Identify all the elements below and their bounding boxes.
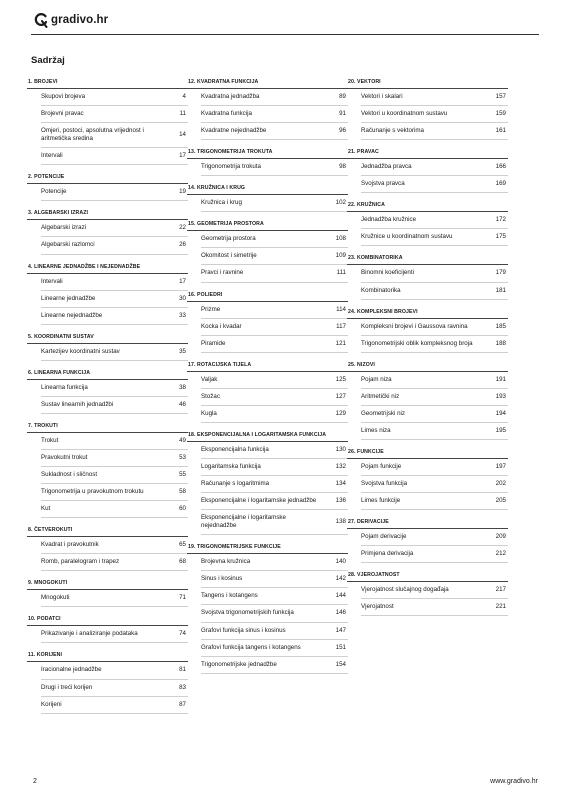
toc-entry[interactable]: [361, 89, 508, 106]
toc-entry[interactable]: [41, 537, 188, 554]
section-title: 24. KOMPLEKSNI BROJEVI: [347, 309, 508, 319]
toc-section: [347, 149, 508, 193]
entry-page-number: 22: [179, 224, 186, 232]
entry-page-number: 4: [182, 93, 186, 100]
toc-entry[interactable]: [361, 159, 508, 176]
entry-page-number: 53: [179, 453, 186, 461]
entry-title: Računanje s vektorima: [361, 127, 424, 135]
entry-title: Tangens i kotangens: [201, 592, 258, 600]
entry-title: Grafovi funkcija tangens i kotangens: [201, 643, 301, 651]
entry-page-number: 96: [339, 127, 346, 135]
entry-page-number: 202: [495, 480, 506, 487]
toc-entry[interactable]: [201, 571, 348, 588]
toc-section: [187, 432, 348, 535]
entry-title: Potencije: [41, 188, 67, 196]
entry-page-number: 114: [336, 305, 346, 313]
entry-page-number: 197: [495, 462, 506, 470]
entry-page-number: 83: [179, 683, 186, 691]
entry-title: Geometrija prostora: [201, 235, 256, 243]
entry-page-number: 19: [179, 188, 186, 196]
section-title: 18. EKSPONENCIJALNA I LOGARITAMSKA FUNKCIJA: [187, 432, 348, 442]
entry-title: Iracionalne jednadžbe: [41, 666, 102, 674]
entry-page-number: 217: [495, 586, 506, 594]
entry-title: Kut: [41, 505, 51, 513]
toc-section: [27, 580, 188, 607]
entry-title: Kompleksni brojevi i Gaussova ravnina: [361, 322, 468, 330]
toc-entry[interactable]: [41, 626, 188, 643]
entry-page-number: 35: [179, 347, 186, 355]
section-title: 6. LINEARNA FUNKCIJA: [27, 370, 188, 380]
entry-page-number: 46: [179, 400, 186, 408]
entry-page-number: 209: [495, 533, 506, 541]
page-title: Sadržaj: [31, 55, 65, 66]
entry-title: Jednadžba kružnice: [361, 216, 417, 224]
entry-title: Kružnica i krug: [201, 199, 242, 207]
site-logo[interactable]: [34, 12, 108, 28]
entry-title: Korijeni: [41, 700, 62, 708]
page-number: 2: [33, 778, 37, 785]
section-title: 9. MNOGOKUTI: [27, 580, 188, 590]
toc-entry[interactable]: [41, 106, 188, 123]
section-title: 11. KORIJENI: [27, 652, 188, 662]
entry-page-number: 154: [335, 660, 346, 668]
entry-title: Svojstva pravca: [361, 180, 405, 188]
entry-title: Piramide: [201, 339, 226, 347]
entry-page-number: 111: [336, 269, 346, 277]
page-header: [31, 10, 539, 35]
entry-page-number: 58: [179, 488, 186, 496]
toc-section: [27, 527, 188, 571]
toc-entry[interactable]: [201, 195, 348, 212]
toc-entry[interactable]: [41, 89, 188, 106]
entry-page-number: 129: [335, 409, 346, 417]
entry-title: Skupovi brojeva: [41, 93, 86, 100]
entry-page-number: 161: [495, 127, 506, 135]
toc-entry[interactable]: [201, 231, 348, 248]
toc-entry[interactable]: [201, 319, 348, 336]
entry-title: Vjerojatnost: [361, 603, 394, 611]
toc-entry[interactable]: [361, 229, 508, 246]
entry-title: Kartezijev koordinatni sustav: [41, 347, 120, 355]
entry-title: Kvadrat i pravokutnik: [41, 541, 99, 549]
toc-column-3: [347, 79, 508, 625]
entry-page-number: 138: [335, 518, 346, 526]
entry-page-number: 159: [495, 110, 506, 118]
entry-page-number: 179: [495, 269, 506, 277]
entry-title: Vektori u koordinatnom sustavu: [361, 110, 448, 118]
toc-entry[interactable]: [201, 265, 348, 282]
toc-section: [27, 79, 188, 165]
toc-entry[interactable]: [41, 237, 188, 254]
toc-section: [27, 616, 188, 643]
entry-page-number: 142: [335, 575, 346, 583]
entry-title: Sukladnost i sličnost: [41, 471, 98, 478]
entry-title: Logaritamska funkcija: [201, 462, 261, 470]
toc-entry[interactable]: [361, 265, 508, 282]
entry-title: Vektori i skalari: [361, 93, 403, 100]
entry-page-number: 30: [179, 294, 186, 302]
toc-section: [347, 202, 508, 246]
entry-page-number: 38: [179, 383, 186, 391]
entry-page-number: 121: [335, 339, 346, 347]
entry-title: Mnogokuti: [41, 594, 70, 602]
toc-entry[interactable]: [361, 372, 508, 389]
toc-entry[interactable]: [201, 89, 348, 106]
section-title: 12. KVADRATNA FUNKCIJA: [187, 79, 348, 89]
entry-title: Romb, paralelogram i trapez: [41, 558, 120, 566]
toc-entry[interactable]: [201, 336, 348, 353]
entry-title: Eksponencijalne i logaritamske jednadžbe: [201, 497, 317, 505]
entry-title: Stožac: [201, 392, 220, 400]
entry-title: Primjena derivacija: [361, 550, 414, 558]
entry-page-number: 172: [495, 216, 506, 224]
toc-entry[interactable]: [41, 697, 188, 714]
toc-entry[interactable]: [201, 248, 348, 265]
entry-title: Linearna funkcija: [41, 383, 88, 391]
toc-entry[interactable]: [201, 302, 348, 319]
toc-entry[interactable]: [201, 605, 348, 622]
toc-entry[interactable]: [201, 588, 348, 605]
entry-title: Svojstva funkcija: [361, 480, 408, 487]
entry-title: Jednadžba pravca: [361, 163, 412, 171]
section-title: 14. KRUŽNICA I KRUG: [187, 185, 348, 195]
toc-section: [187, 362, 348, 423]
section-title: 5. KOORDINATNI SUSTAV: [27, 334, 188, 344]
section-title: 15. GEOMETRIJA PROSTORA: [187, 221, 348, 231]
entry-title: Trigonometrijske jednadžbe: [201, 660, 277, 668]
section-title: 23. KOMBINATORIKA: [347, 255, 508, 265]
toc-entry[interactable]: [361, 123, 508, 140]
toc-entry[interactable]: [41, 554, 188, 571]
entry-title: Svojstva trigonometrijskih funkcija: [201, 609, 294, 617]
entry-title: Algebarski izrazi: [41, 224, 87, 232]
entry-title: Trigonometrija u pravokutnom trokutu: [41, 488, 144, 496]
entry-title: Trigonometrija trokuta: [201, 163, 261, 171]
toc-entry[interactable]: [361, 283, 508, 300]
toc-entry[interactable]: [41, 501, 188, 518]
entry-title: Sustav linearnih jednadžbi: [41, 400, 114, 408]
entry-page-number: 134: [335, 480, 346, 487]
entry-page-number: 33: [179, 311, 186, 319]
entry-page-number: 166: [495, 163, 506, 171]
toc-entry[interactable]: [361, 406, 508, 423]
entry-page-number: 194: [495, 409, 506, 417]
section-title: 21. PRAVAC: [347, 149, 508, 159]
entry-title: Prizme: [201, 305, 221, 313]
toc-entry[interactable]: [201, 554, 348, 571]
toc-section: [187, 544, 348, 673]
entry-page-number: 147: [335, 626, 346, 634]
toc-entry[interactable]: [41, 344, 188, 361]
toc-entry[interactable]: [41, 680, 188, 697]
footer-url[interactable]: www.gradivo.hr: [490, 778, 538, 785]
toc-entry[interactable]: [361, 319, 508, 336]
toc-entry[interactable]: [361, 546, 508, 563]
entry-title: Kružnice u koordinatnom sustavu: [361, 233, 453, 241]
entry-page-number: 185: [495, 322, 506, 330]
section-title: 20. VEKTORI: [347, 79, 508, 89]
entry-page-number: 136: [335, 497, 346, 505]
entry-title: Kugla: [201, 409, 217, 417]
toc-entry[interactable]: [361, 336, 508, 353]
toc-entry[interactable]: [361, 529, 508, 546]
section-title: 4. LINEARNE JEDNADŽBE I NEJEDNADŽBE: [27, 264, 188, 274]
toc-entry[interactable]: [201, 657, 348, 674]
toc-section: [347, 519, 508, 563]
entry-page-number: 49: [179, 436, 186, 444]
entry-title: Trigonometrijski oblik kompleksnog broja: [361, 339, 473, 347]
toc-entry[interactable]: [201, 510, 348, 535]
toc-entry[interactable]: [361, 599, 508, 616]
entry-page-number: 87: [179, 700, 186, 708]
entry-title: Grafovi funkcija sinus i kosinus: [201, 626, 286, 634]
entry-page-number: 71: [179, 594, 186, 602]
toc-column-2: [187, 79, 348, 683]
entry-title: Pojam derivacije: [361, 533, 407, 541]
toc-entry[interactable]: [361, 106, 508, 123]
entry-title: Linearne jednadžbe: [41, 294, 96, 302]
entry-page-number: 17: [179, 277, 186, 285]
toc-entry[interactable]: [201, 389, 348, 406]
entry-title: Valjak: [201, 375, 218, 383]
toc-entry[interactable]: [41, 308, 188, 325]
section-title: 3. ALGEBARSKI IZRAZI: [27, 210, 188, 220]
entry-page-number: 146: [335, 609, 346, 617]
toc-section: [27, 423, 188, 518]
toc-entry[interactable]: [201, 442, 348, 459]
entry-page-number: 102: [335, 199, 346, 207]
logo-icon: [34, 12, 48, 28]
entry-page-number: 89: [339, 93, 346, 100]
toc-entry[interactable]: [201, 623, 348, 640]
entry-title: Kocka i kvadar: [201, 322, 242, 330]
entry-title: Sinus i kosinus: [201, 575, 243, 583]
entry-title: Kvadratna jednadžba: [201, 93, 260, 100]
entry-page-number: 17: [179, 152, 186, 160]
toc-section: [347, 362, 508, 440]
section-title: 1. BROJEVI: [27, 79, 188, 89]
entry-title: Geometrijski niz: [361, 409, 406, 417]
toc-section: [187, 149, 348, 176]
entry-title: Linearne nejednadžbe: [41, 311, 103, 319]
toc-entry[interactable]: [361, 389, 508, 406]
entry-title: Aritmetički niz: [361, 392, 400, 400]
entry-title: Računanje s logaritmima: [201, 480, 270, 487]
entry-page-number: 108: [335, 235, 346, 243]
section-title: 26. FUNKCIJE: [347, 449, 508, 459]
entry-title: Vjerojatnost slučajnog događaja: [361, 586, 449, 594]
section-title: 7. TROKUTI: [27, 423, 188, 433]
toc-section: [27, 264, 188, 325]
toc-section: [27, 210, 188, 254]
entry-page-number: 14: [179, 131, 186, 139]
entry-title: Trokut: [41, 436, 59, 444]
entry-page-number: 151: [335, 643, 346, 651]
toc-entry[interactable]: [361, 459, 508, 476]
entry-page-number: 221: [495, 603, 506, 611]
toc-entry[interactable]: [41, 433, 188, 450]
toc-section: [187, 292, 348, 353]
entry-title: Binomni koeficijenti: [361, 269, 414, 277]
toc-entry[interactable]: [201, 476, 348, 493]
section-title: 2. POTENCIJE: [27, 174, 188, 184]
section-title: 8. ČETVEROKUTI: [27, 527, 188, 537]
toc-entry[interactable]: [41, 450, 188, 467]
toc-entry[interactable]: [201, 159, 348, 176]
toc-entry[interactable]: [41, 397, 188, 414]
entry-page-number: 157: [495, 93, 506, 100]
entry-page-number: 125: [335, 375, 346, 383]
entry-title: Intervali: [41, 277, 63, 285]
section-title: 13. TRIGONOMETRIJA TROKUTA: [187, 149, 348, 159]
entry-page-number: 193: [495, 392, 506, 400]
entry-page-number: 132: [335, 462, 346, 470]
entry-page-number: 181: [495, 286, 506, 294]
entry-title: Omjeri, postoci, apsolutna vrijednost i aritmetička sredina: [41, 127, 144, 143]
toc-entry[interactable]: [361, 423, 508, 440]
entry-title: Intervali: [41, 152, 63, 160]
section-title: 25. NIZOVI: [347, 362, 508, 372]
entry-page-number: 144: [335, 592, 346, 600]
section-title: 10. PODATCI: [27, 616, 188, 626]
toc-entry[interactable]: [41, 184, 188, 201]
entry-title: Kvadratna funkcija: [201, 110, 252, 118]
toc-entry[interactable]: [41, 274, 188, 291]
entry-title: Pravci i ravnine: [201, 269, 244, 277]
toc-entry[interactable]: [201, 640, 348, 657]
section-title: 19. TRIGONOMETRIJSKE FUNKCIJE: [187, 544, 348, 554]
toc-section: [187, 185, 348, 212]
toc-section: [27, 334, 188, 361]
toc-entry[interactable]: [41, 148, 188, 165]
toc-entry[interactable]: [201, 123, 348, 140]
toc-section: [347, 79, 508, 140]
entry-title: Brojevni pravac: [41, 110, 84, 118]
entry-page-number: 169: [495, 180, 506, 188]
toc-entry[interactable]: [201, 106, 348, 123]
toc-entry[interactable]: [41, 467, 188, 484]
toc-entry[interactable]: [201, 493, 348, 510]
toc-entry[interactable]: [201, 372, 348, 389]
entry-page-number: 68: [179, 558, 186, 566]
entry-title: Brojevna kružnica: [201, 558, 251, 566]
entry-page-number: 91: [339, 110, 346, 118]
logo-text: gradivo.hr: [51, 14, 109, 26]
entry-title: Eksponencijalne i logaritamske nejednadžbe: [201, 514, 286, 530]
entry-page-number: 195: [495, 426, 506, 434]
toc-entry[interactable]: [41, 220, 188, 237]
entry-title: Okomitost i simetrije: [201, 252, 257, 260]
entry-page-number: 188: [495, 339, 506, 347]
entry-page-number: 81: [179, 666, 186, 674]
entry-title: Limes funkcije: [361, 497, 401, 505]
section-title: 22. KRUŽNICA: [347, 202, 508, 212]
toc-entry[interactable]: [41, 291, 188, 308]
toc-section: [187, 221, 348, 282]
entry-page-number: 55: [179, 471, 186, 478]
toc-entry[interactable]: [361, 582, 508, 599]
entry-page-number: 65: [179, 541, 186, 549]
toc-entry[interactable]: [361, 212, 508, 229]
entry-title: Pravokutni trokut: [41, 453, 88, 461]
entry-title: Kombinatorika: [361, 286, 401, 294]
toc-entry[interactable]: [41, 380, 188, 397]
entry-page-number: 98: [339, 163, 346, 171]
entry-title: Limes niza: [361, 426, 391, 434]
entry-title: Algebarski razlomci: [41, 241, 95, 249]
section-title: 17. ROTACIJSKA TIJELA: [187, 362, 348, 372]
entry-page-number: 191: [495, 375, 506, 383]
entry-title: Drugi i treći korijen: [41, 683, 93, 691]
section-title: 28. VJEROJATNOST: [347, 572, 508, 582]
entry-title: Pojam niza: [361, 375, 392, 383]
entry-title: Pojam funkcije: [361, 462, 402, 470]
toc-entry[interactable]: [41, 484, 188, 501]
toc-section: [347, 572, 508, 616]
entry-page-number: 74: [179, 630, 186, 638]
entry-page-number: 205: [495, 497, 506, 505]
toc-entry[interactable]: [361, 476, 508, 493]
toc-section: [187, 79, 348, 140]
entry-page-number: 109: [335, 252, 346, 260]
toc-entry[interactable]: [361, 493, 508, 510]
entry-title: Kvadratne nejednadžbe: [201, 127, 267, 135]
toc-entry[interactable]: [41, 590, 188, 607]
entry-title: Eksponencijalna funkcija: [201, 445, 269, 453]
entry-page-number: 212: [495, 550, 506, 558]
toc-section: [347, 255, 508, 299]
toc-section: [27, 174, 188, 201]
toc-section: [27, 652, 188, 713]
toc-entry[interactable]: [41, 662, 188, 679]
entry-page-number: 127: [335, 392, 346, 400]
toc-section: [347, 309, 508, 353]
entry-page-number: 11: [179, 110, 186, 118]
toc-column-1: [27, 79, 188, 723]
toc-entry[interactable]: [201, 459, 348, 476]
toc-entry[interactable]: [41, 123, 188, 148]
entry-page-number: 26: [179, 241, 186, 249]
entry-page-number: 175: [495, 233, 506, 241]
entry-page-number: 60: [179, 505, 186, 513]
toc-entry[interactable]: [361, 176, 508, 193]
entry-page-number: 117: [336, 322, 346, 330]
toc-section: [347, 449, 508, 510]
toc-section: [27, 370, 188, 414]
entry-title: Prikazivanje i analiziranje podataka: [41, 630, 138, 638]
section-title: 27. DERIVACIJE: [347, 519, 508, 529]
entry-page-number: 130: [335, 445, 346, 453]
toc-entry[interactable]: [201, 406, 348, 423]
entry-page-number: 140: [335, 558, 346, 566]
section-title: 16. POLIEDRI: [187, 292, 348, 302]
